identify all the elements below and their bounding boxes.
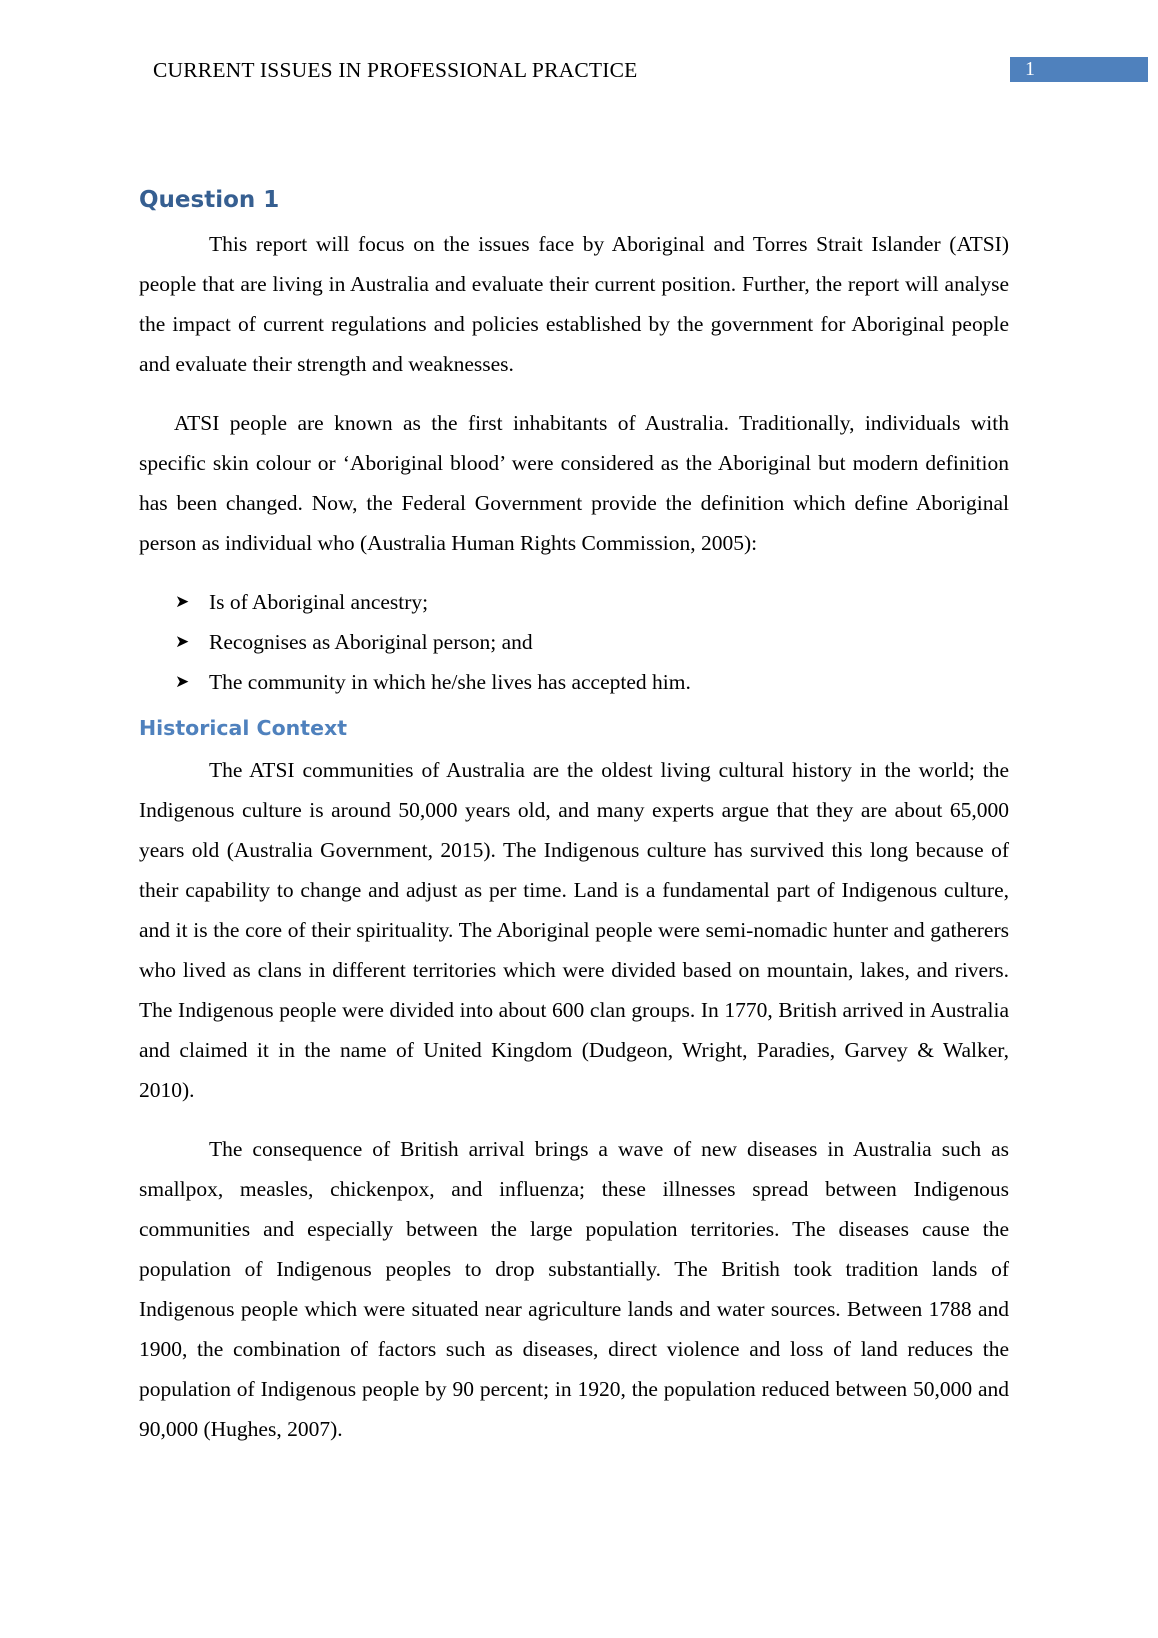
running-header-title: CURRENT ISSUES IN PROFESSIONAL PRACTICE <box>153 58 638 82</box>
intro-paragraph: This report will focus on the issues face by Aboriginal and Torres Strait Islander (ATSI) people that are living in Australia and evaluate their current position. Further, the report will analyse the impact of current regulations and policies established by the government for Aboriginal people and evaluate their strength and weaknesses. <box>139 232 1009 376</box>
definition-bullet-list <box>139 582 1009 702</box>
page-header <box>0 54 1158 86</box>
historical-context-heading: Historical Context <box>139 716 348 740</box>
list-item <box>139 582 1009 622</box>
definition-paragraph: ATSI people are known as the first inhabitants of Australia. Traditionally, individuals with specific skin colour or ‘Aboriginal blood’ were considered as the Aboriginal but modern definition has been changed. Now, the Federal Government provide the definition which define Aboriginal person as individual who (Australia Human Rights Commission, 2005): <box>139 411 1009 555</box>
list-item <box>139 662 1009 702</box>
list-item <box>139 622 1009 662</box>
arrowhead-bullet-icon: ➤ <box>175 592 190 612</box>
history-paragraph-2: The consequence of British arrival brings a wave of new diseases in Australia such as smallpox, measles, chickenpox, and influenza; these illnesses spread between Indigenous communities and especially between the large population territories. The diseases cause the population of Indigenous peoples to drop substantially. The British took tradition lands of Indigenous people which were situated near agriculture lands and water sources. Between 1788 and 1900, the combination of factors such as diseases, direct violence and loss of land reduces the population of Indigenous people by 90 percent; in 1920, the population reduced between 50,000 and 90,000 (Hughes, 2007). <box>139 1137 1009 1441</box>
list-item-text: Recognises as Aboriginal person; and <box>209 630 533 654</box>
document-body <box>139 180 1009 1468</box>
page-number-badge: 1 <box>1010 57 1148 82</box>
arrowhead-bullet-icon: ➤ <box>175 632 190 652</box>
question-heading: Question 1 <box>139 187 280 213</box>
history-paragraph-1: The ATSI communities of Australia are the oldest living cultural history in the world; the Indigenous culture is around 50,000 years old, and many experts argue that they are about 65,000 years old (Australia Government, 2015). The Indigenous culture has survived this long because of their capability to change and adjust as per time. Land is a fundamental part of Indigenous culture, and it is the core of their spirituality. The Aboriginal people were semi-nomadic hunter and gatherers who lived as clans in different territories which were divided based on mountain, lakes, and rivers. The Indigenous people were divided into about 600 clan groups. In 1770, British arrived in Australia and claimed it in the name of United Kingdom (Dudgeon, Wright, Paradies, Garvey & Walker, 2010). <box>139 758 1009 1102</box>
arrowhead-bullet-icon: ➤ <box>175 672 190 692</box>
list-item-text: The community in which he/she lives has accepted him. <box>209 670 691 694</box>
list-item-text: Is of Aboriginal ancestry; <box>209 590 429 614</box>
